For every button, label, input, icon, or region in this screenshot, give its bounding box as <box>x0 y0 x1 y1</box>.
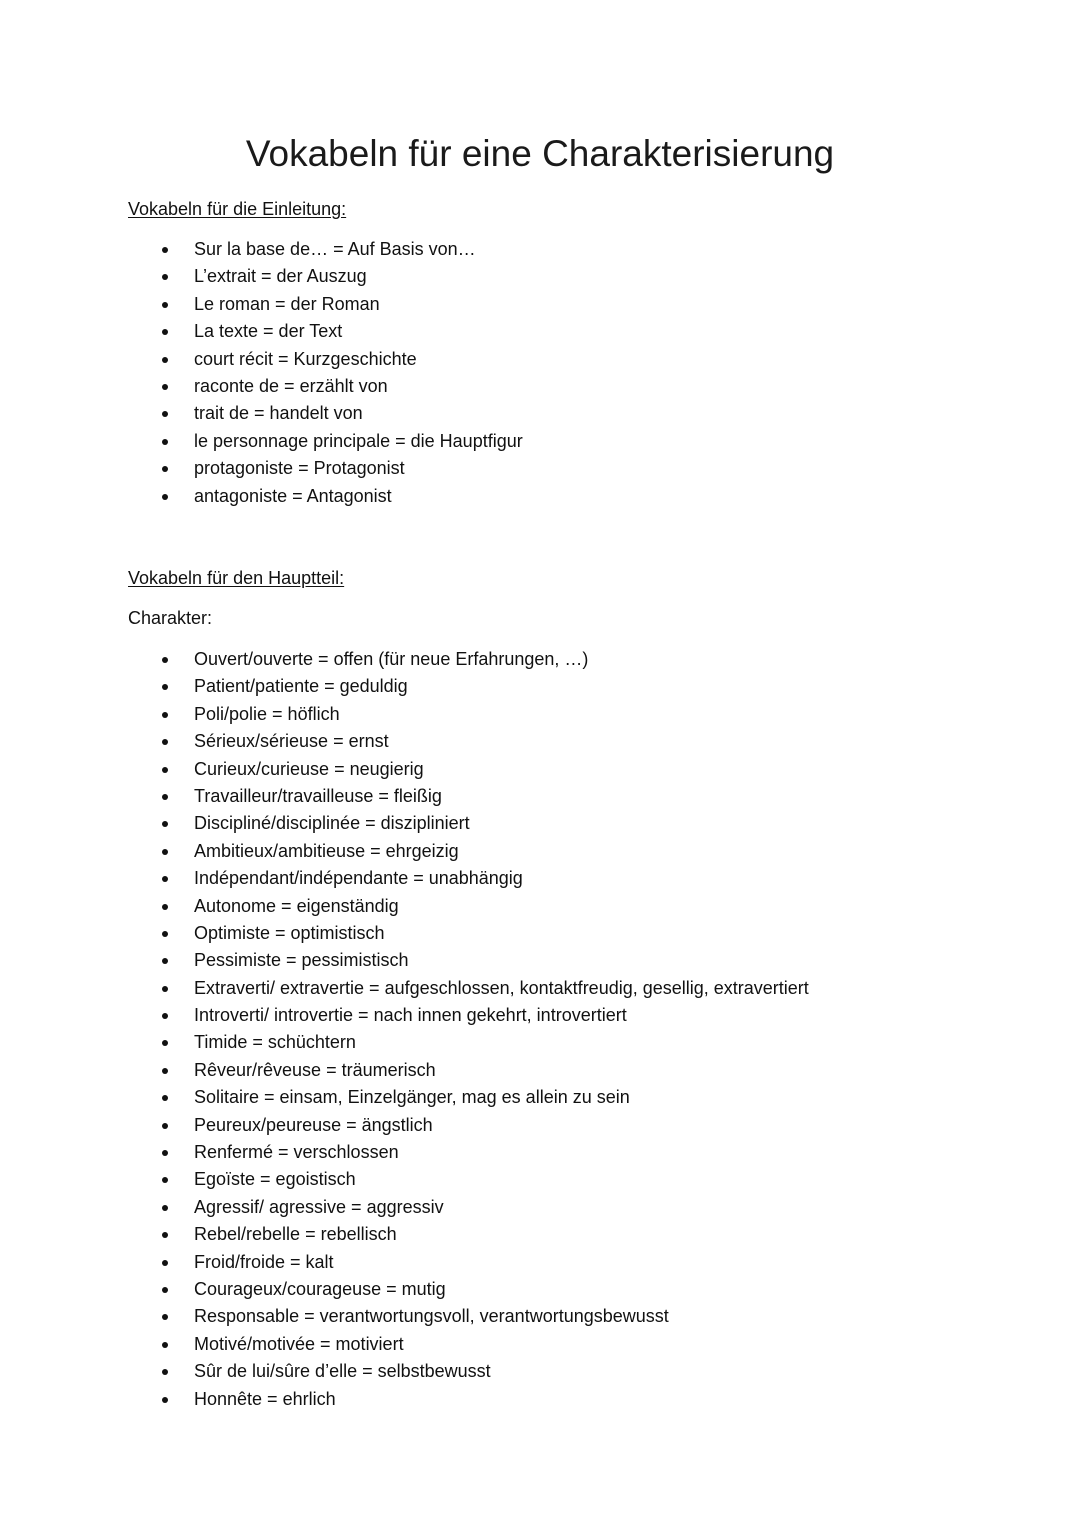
vocab-entry: Solitaire = einsam, Einzelgänger, mag es allein zu sein <box>194 1087 630 1108</box>
vocab-entry: Pessimiste = pessimistisch <box>194 950 409 971</box>
list-item <box>0 1166 809 1193</box>
list-item <box>0 373 523 400</box>
vocab-entry: court récit = Kurzgeschichte <box>194 348 417 369</box>
bullet-icon <box>162 1232 168 1238</box>
list-item <box>0 783 809 810</box>
list-item <box>0 318 523 345</box>
bullet-icon <box>162 1260 168 1266</box>
vocab-entry: Optimiste = optimistisch <box>194 922 385 943</box>
bullet-icon <box>162 1397 168 1403</box>
list-item <box>0 728 809 755</box>
bullet-icon <box>162 1287 168 1293</box>
list-item <box>0 1358 809 1385</box>
vocab-entry: antagoniste = Antagonist <box>194 485 392 506</box>
list-item <box>0 646 809 673</box>
vocab-entry: Ouvert/ouverte = offen (für neue Erfahrungen, …) <box>194 649 589 669</box>
list-item <box>0 1249 809 1276</box>
vocab-entry: le personnage principale = die Hauptfigur <box>194 430 523 451</box>
vocab-entry: Rêveur/rêveuse = träumerisch <box>194 1059 436 1080</box>
vocab-entry: Responsable = verantwortungsvoll, verantwortungsbewusst <box>194 1306 669 1327</box>
bullet-icon <box>162 767 168 773</box>
vocab-entry: Introverti/ introvertie = nach innen gekehrt, introvertiert <box>194 1005 627 1026</box>
vocab-entry: Indépendant/indépendante = unabhängig <box>194 868 523 889</box>
list-item <box>0 1057 809 1084</box>
vocab-entry: Peureux/peureuse = ängstlich <box>194 1114 433 1135</box>
vocab-entry: Sûr de lui/sûre d’elle = selbstbewusst <box>194 1361 491 1382</box>
bullet-icon <box>162 904 168 910</box>
list-item <box>0 1139 809 1166</box>
list-item <box>0 810 809 837</box>
vocab-entry: Motivé/motivée = motiviert <box>194 1333 404 1354</box>
bullet-icon <box>162 1369 168 1375</box>
bullet-icon <box>162 684 168 690</box>
list-item <box>0 1221 809 1248</box>
vocab-entry: Courageux/courageuse = mutig <box>194 1278 446 1299</box>
vocab-entry: Autonome = eigenständig <box>194 895 399 916</box>
list-item <box>0 346 523 373</box>
vocab-entry: Poli/polie = höflich <box>194 703 340 724</box>
bullet-icon <box>162 1123 168 1129</box>
vocab-entry: Extraverti/ extravertie = aufgeschlossen, kontaktfreudig, gesellig, extravertiert <box>194 977 809 998</box>
list-item <box>0 236 523 263</box>
bullet-icon <box>162 411 168 417</box>
vocab-entry: Travailleur/travailleuse = fleißig <box>194 785 442 806</box>
vocab-entry: L’extrait = der Auszug <box>194 266 367 287</box>
bullet-icon <box>162 1150 168 1156</box>
bullet-icon <box>162 657 168 663</box>
vocab-entry: Sérieux/sérieuse = ernst <box>194 731 389 752</box>
bullet-icon <box>162 739 168 745</box>
bullet-icon <box>162 1177 168 1183</box>
list-item <box>0 947 809 974</box>
bullet-icon <box>162 247 168 253</box>
vocab-entry: Honnête = ehrlich <box>194 1388 336 1409</box>
list-item <box>0 1303 809 1330</box>
vocab-entry: Le roman = der Roman <box>194 293 380 314</box>
vocab-entry: Egoïste = egoistisch <box>194 1169 356 1190</box>
vocab-list-character <box>0 646 809 1413</box>
bullet-icon <box>162 1314 168 1320</box>
list-item <box>0 1084 809 1111</box>
bullet-icon <box>162 494 168 500</box>
vocab-entry: trait de = handelt von <box>194 403 363 424</box>
list-item <box>0 756 809 783</box>
list-item <box>0 975 809 1002</box>
list-item <box>0 1194 809 1221</box>
section-heading-introduction: Vokabeln für die Einleitung: <box>128 199 347 219</box>
vocab-entry: La texte = der Text <box>194 321 343 342</box>
vocab-entry: raconte de = erzählt von <box>194 375 388 396</box>
list-item <box>0 1386 809 1413</box>
list-item <box>0 865 809 892</box>
bullet-icon <box>162 958 168 964</box>
bullet-icon <box>162 1068 168 1074</box>
vocab-entry: Discipliné/disciplinée = diszipliniert <box>194 813 470 834</box>
bullet-icon <box>162 329 168 335</box>
vocab-list-introduction <box>0 236 523 510</box>
list-item <box>0 1002 809 1029</box>
bullet-icon <box>162 466 168 472</box>
list-item <box>0 400 523 427</box>
vocab-entry: Curieux/curieuse = neugierig <box>194 758 424 779</box>
vocab-entry: Timide = schüchtern <box>194 1032 356 1053</box>
vocab-entry: Sur la base de… = Auf Basis von… <box>194 239 476 259</box>
bullet-icon <box>162 986 168 992</box>
bullet-icon <box>162 1095 168 1101</box>
vocab-entry: protagoniste = Protagonist <box>194 458 405 479</box>
bullet-icon <box>162 876 168 882</box>
list-item <box>0 701 809 728</box>
vocab-entry: Ambitieux/ambitieuse = ehrgeizig <box>194 840 459 861</box>
list-item <box>0 1276 809 1303</box>
list-item <box>0 291 523 318</box>
list-item <box>0 428 523 455</box>
vocab-entry: Renfermé = verschlossen <box>194 1142 399 1163</box>
vocab-entry: Froid/froide = kalt <box>194 1251 334 1272</box>
bullet-icon <box>162 1205 168 1211</box>
page-title: Vokabeln für eine Charakterisierung <box>245 133 835 174</box>
vocab-entry: Patient/patiente = geduldig <box>194 676 408 697</box>
bullet-icon <box>162 357 168 363</box>
list-item <box>0 455 523 482</box>
bullet-icon <box>162 931 168 937</box>
list-item <box>0 1331 809 1358</box>
bullet-icon <box>162 302 168 308</box>
list-item <box>0 673 809 700</box>
bullet-icon <box>162 1040 168 1046</box>
bullet-icon <box>162 439 168 445</box>
vocab-entry: Agressif/ agressive = aggressiv <box>194 1196 444 1217</box>
bullet-icon <box>162 1342 168 1348</box>
list-item <box>0 1112 809 1139</box>
bullet-icon <box>162 849 168 855</box>
vocab-entry: Rebel/rebelle = rebellisch <box>194 1224 397 1245</box>
bullet-icon <box>162 384 168 390</box>
bullet-icon <box>162 794 168 800</box>
bullet-icon <box>162 1013 168 1019</box>
subheading-character: Charakter: <box>128 608 213 628</box>
bullet-icon <box>162 712 168 718</box>
section-heading-main-part: Vokabeln für den Hauptteil: <box>128 568 345 588</box>
list-item <box>0 263 523 290</box>
list-item <box>0 838 809 865</box>
list-item <box>0 1029 809 1056</box>
list-item <box>0 893 809 920</box>
bullet-icon <box>162 274 168 280</box>
bullet-icon <box>162 821 168 827</box>
list-item <box>0 920 809 947</box>
list-item <box>0 483 523 510</box>
